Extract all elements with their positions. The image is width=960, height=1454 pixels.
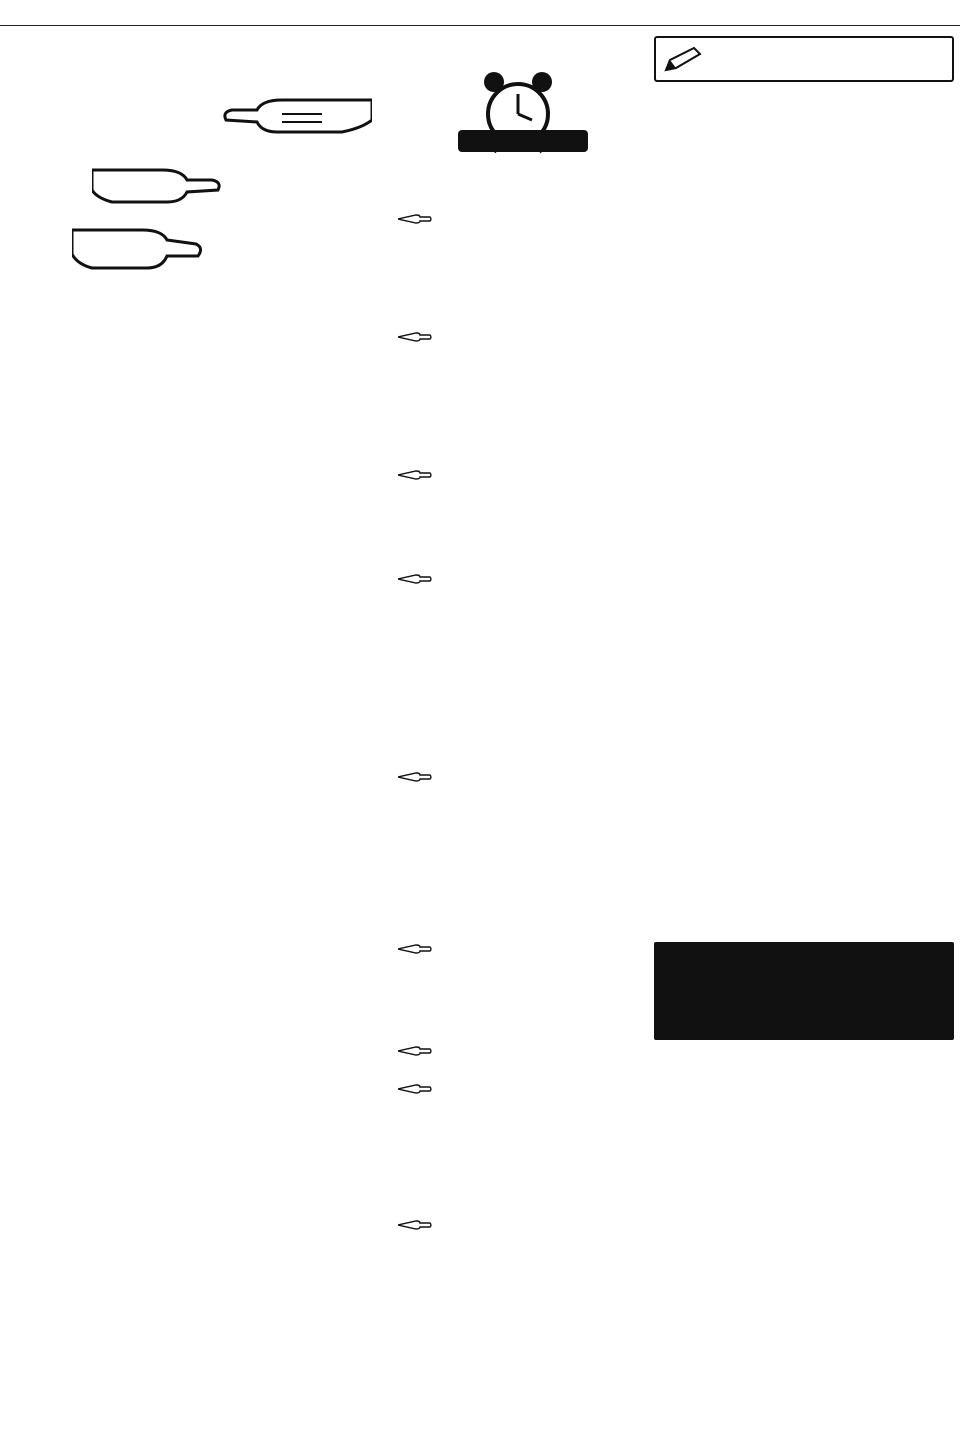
pencil-icon	[664, 46, 704, 74]
crossword-column-numbers	[676, 88, 956, 102]
news-item	[398, 330, 634, 347]
crossword-grid[interactable]	[674, 106, 954, 396]
headline-unbelievable	[2, 936, 390, 970]
column-banner	[458, 130, 588, 152]
news-item	[398, 468, 634, 485]
news-item	[398, 942, 634, 959]
column-crossword	[648, 30, 958, 1448]
news-item	[398, 770, 634, 787]
column-logo	[2, 30, 390, 330]
pointing-hand-icon	[72, 210, 202, 290]
news-item	[398, 1082, 634, 1099]
article-body-1	[4, 386, 388, 392]
column-morning-bells	[398, 30, 634, 1448]
pointing-hand-icon	[398, 1045, 432, 1057]
headline-confusion	[2, 318, 390, 348]
news-item	[398, 212, 634, 229]
crossword-header	[654, 36, 954, 82]
crossword-row-numbers	[654, 106, 674, 396]
page-header	[0, 0, 960, 26]
column-logo	[398, 30, 634, 210]
column-opinion	[2, 30, 390, 1448]
newspaper-logo	[654, 942, 954, 1040]
pointing-hand-icon	[398, 213, 432, 225]
pointing-hand-icon	[222, 70, 372, 150]
pointing-hand-icon	[398, 943, 432, 955]
pointing-hand-icon	[398, 1219, 432, 1231]
pointing-hand-icon	[398, 1083, 432, 1095]
news-item	[398, 1044, 634, 1061]
pointing-hand-icon	[398, 573, 432, 585]
headline-brothel	[2, 1126, 390, 1160]
pointing-hand-icon	[398, 771, 432, 783]
pointing-hand-icon	[398, 469, 432, 481]
news-item	[398, 572, 634, 589]
news-item	[398, 1218, 634, 1235]
pointing-hand-icon	[398, 331, 432, 343]
